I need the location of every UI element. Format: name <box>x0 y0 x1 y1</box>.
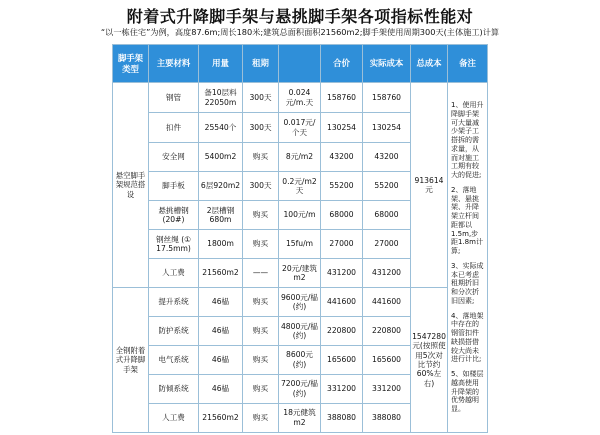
header-notes: 备注 <box>448 45 488 83</box>
category-cell: 悬空脚手架规范搭设 <box>113 83 149 288</box>
price-cell: 15fu/m <box>279 230 321 259</box>
qty-cell: 46榀 <box>199 345 243 374</box>
table-header-row <box>113 45 488 83</box>
term-cell: 购买 <box>243 288 279 317</box>
actual-cell: 165600 <box>363 345 411 374</box>
sum-cell: 431200 <box>321 259 363 288</box>
term-cell: 购买 <box>243 317 279 346</box>
header-price <box>279 45 321 83</box>
term-cell: 购买 <box>243 201 279 230</box>
page-title: 附着式升降脚手架与悬挑脚手架各项指标性能对 <box>126 7 474 26</box>
qty-cell: 备10层料22050m <box>199 83 243 113</box>
sum-cell: 331200 <box>321 374 363 403</box>
price-cell: 7200元/榀(约) <box>279 374 321 403</box>
notes-cell <box>448 83 488 433</box>
table-row <box>113 83 488 113</box>
material-cell: 悬挑槽钢(20#) <box>149 201 199 230</box>
material-cell: 安全网 <box>149 143 199 172</box>
sum-cell: 158760 <box>321 83 363 113</box>
material-cell: 扣件 <box>149 113 199 143</box>
header-actual: 实际成本 <box>363 45 411 83</box>
header-term: 租期 <box>243 45 279 83</box>
qty-cell: 1800m <box>199 230 243 259</box>
price-cell: 100元/m <box>279 201 321 230</box>
header-total: 总成本 <box>411 45 448 83</box>
term-cell: 300天 <box>243 172 279 201</box>
header-type: 脚手架类型 <box>113 45 149 83</box>
term-cell: 300天 <box>243 113 279 143</box>
price-cell: 0.2元/m2天 <box>279 172 321 201</box>
term-cell: 购买 <box>243 374 279 403</box>
actual-cell: 27000 <box>363 230 411 259</box>
term-cell: 300天 <box>243 83 279 113</box>
material-cell: 电气系统 <box>149 345 199 374</box>
material-cell: 防护系统 <box>149 317 199 346</box>
qty-cell: 21560m2 <box>199 259 243 288</box>
material-cell: 钢丝绳 (① 17.5mm) <box>149 230 199 259</box>
material-cell: 防倾系统 <box>149 374 199 403</box>
sum-cell: 68000 <box>321 201 363 230</box>
header-sum: 合价 <box>321 45 363 83</box>
price-cell: 8元/m2 <box>279 143 321 172</box>
term-cell: 购买 <box>243 345 279 374</box>
category-cell: 全钢附着式升降脚手架 <box>113 288 149 433</box>
actual-cell: 130254 <box>363 113 411 143</box>
actual-cell: 431200 <box>363 259 411 288</box>
material-cell: 人工费 <box>149 259 199 288</box>
table-row <box>113 288 488 317</box>
price-cell: 4800元/榀(约) <box>279 317 321 346</box>
term-cell: 购买 <box>243 403 279 432</box>
actual-cell: 220800 <box>363 317 411 346</box>
sum-cell: 43200 <box>321 143 363 172</box>
comparison-table <box>112 44 488 433</box>
actual-cell: 43200 <box>363 143 411 172</box>
price-cell: 8600元(约) <box>279 345 321 374</box>
material-cell: 提升系统 <box>149 288 199 317</box>
note-item: 2、落地架、悬挑架、升降架立杆间距都以1.5m,步距1.8m计算; <box>451 185 483 256</box>
qty-cell: 46榀 <box>199 374 243 403</box>
note-item: 1、使用升降脚手架可大量减少架子工搭拆的需求量，从而对施工工期有较大的促进; <box>451 101 484 180</box>
total-cost-cell: 1547280元(按照使用5次对比节约60%左右) <box>411 288 448 433</box>
term-cell: 购买 <box>243 230 279 259</box>
sum-cell: 165600 <box>321 345 363 374</box>
qty-cell: 46榀 <box>199 288 243 317</box>
qty-cell: 46榀 <box>199 317 243 346</box>
note-item: 4、落地架中存在的钢管扣件缺损搭借较大尚未进行计比; <box>451 311 484 364</box>
note-item: 3、实际成本已考虑租期折旧和分次折旧因素; <box>451 261 484 305</box>
term-cell: 购买 <box>243 143 279 172</box>
actual-cell: 55200 <box>363 172 411 201</box>
header-material: 主要材料 <box>149 45 199 83</box>
actual-cell: 331200 <box>363 374 411 403</box>
total-cost-cell: 913614元 <box>411 83 448 288</box>
actual-cell: 441600 <box>363 288 411 317</box>
sum-cell: 441600 <box>321 288 363 317</box>
page-subtitle: “以一栋住宅”为例，高度87.6m;周长180米;建筑总面积面积21560m2;脚手架使用周期300天(主体施工)计算 <box>100 27 500 37</box>
header-qty: 用量 <box>199 45 243 83</box>
sum-cell: 55200 <box>321 172 363 201</box>
qty-cell: 6层920m2 <box>199 172 243 201</box>
price-cell: 0.017元/个天 <box>279 113 321 143</box>
material-cell: 钢管 <box>149 83 199 113</box>
qty-cell: 2层槽钢680m <box>199 201 243 230</box>
sum-cell: 388080 <box>321 403 363 432</box>
actual-cell: 158760 <box>363 83 411 113</box>
material-cell: 人工费 <box>149 403 199 432</box>
qty-cell: 5400m2 <box>199 143 243 172</box>
price-cell: 18元健筑m2 <box>279 403 321 432</box>
term-cell: —— <box>243 259 279 288</box>
price-cell: 20元/建筑m2 <box>279 259 321 288</box>
sum-cell: 220800 <box>321 317 363 346</box>
sum-cell: 27000 <box>321 230 363 259</box>
price-cell: 0.024元/m.天 <box>279 83 321 113</box>
material-cell: 脚手板 <box>149 172 199 201</box>
sum-cell: 130254 <box>321 113 363 143</box>
actual-cell: 68000 <box>363 201 411 230</box>
price-cell: 9600元/榀(约) <box>279 288 321 317</box>
qty-cell: 25540个 <box>199 113 243 143</box>
qty-cell: 21560m2 <box>199 403 243 432</box>
actual-cell: 388080 <box>363 403 411 432</box>
note-item: 5、如楼层越高使用升降架的优势越明显。 <box>451 370 484 414</box>
